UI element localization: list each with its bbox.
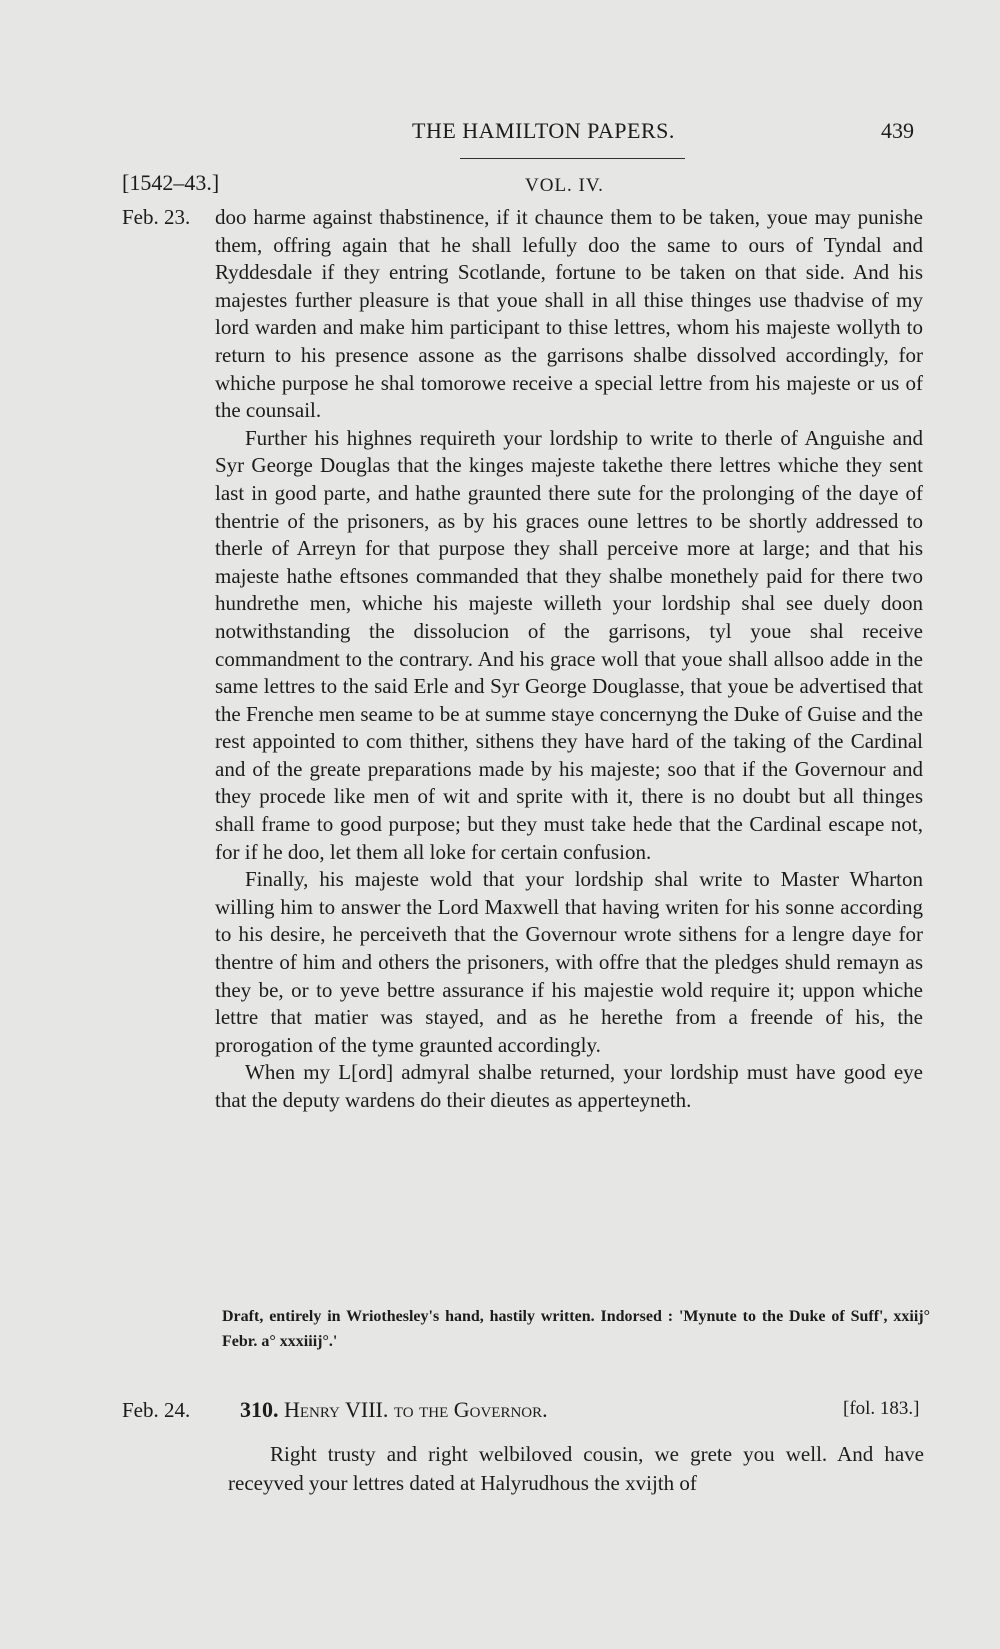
body-paragraph: When my L[ord] admyral shalbe returned, your lordship must have good eye that the deputy wardens do their dieutes as apperteyneth.	[215, 1060, 923, 1112]
entry-number: 310.	[240, 1397, 279, 1422]
entry-title: Henry VIII. to the Governor.	[284, 1397, 548, 1422]
folio-reference: [fol. 183.]	[843, 1398, 920, 1419]
body-paragraph: doo harme against thabstinence, if it chaunce them to be taken, youe may punishe them, offring again that he shall lefully doo the same to ours of Tyndal and Ryddesdale if they entring Scotlande, fortune to be taken on that side. And his majestes further pleasure is that youe shall in all thise thinges use thadvise of my lord warden and make him participant to thise lettres, whom his majeste wollyth to return to his presence assone as the garrisons shalbe dissolved accordingly, for whiche purpose he shal tomorowe receive a special lettre from his majeste or us of the counsail.	[215, 205, 923, 423]
year-range: [1542–43.]	[122, 170, 220, 195]
body-paragraph: Finally, his majeste wold that your lordship shal write to Master Wharton willing him to answer the Lord Maxwell that having writen for his sonne according to his desire, he perceiveth that the Governour wrote sithens for a lengre daye for thentre of him and others the prisoners, with offre that the pledges shuld remayn as they be, or to yeve bettre assurance if his majestie wold require it; uppon whiche lettre that matier was stayed, and as he herethe from a freende of his, the prorogation of the tyme graunted accordingly.	[215, 867, 923, 1057]
letter-paragraph: Right trusty and right welbiloved cousin, we grete you well. And have receyved your lettres dated at Halyrudhous the xvijth of	[228, 1442, 924, 1495]
page-number: 439	[881, 118, 914, 143]
header-rule	[460, 158, 685, 159]
entry-heading	[240, 1397, 548, 1423]
body-paragraph: Further his highnes requireth your lordship to write to therle of Anguishe and Syr George Douglas that the kinges majeste takethe there lettres whiche they sent last in good parte, and hathe graunted there sute for the prolonging of the daye of thentrie of the prisoners, as by his graces oune lettres to be shortly addressed to therle of Arreyn for that purpose they shall perceive more at large; and that his majeste hathe eftsones commanded that they shalbe monethely paid for there two hundrethe men, whiche his majeste willeth your lordship shal see duely doon notwithstanding the dissolucion of the garrisons, tyl youe shal receive commandment to the contrary. And his grace woll that youe shall allsoo adde in the same lettres to the said Erle and Syr George Douglasse, that youe be advertised that the Frenche men seame to be at summe staye concernyng the Duke of Guise and the rest appointed to com thither, sithens they have hard of the taking of the Cardinal and of the greate preparations made by his majeste; soo that if the Governour and they procede like men of wit and sprite with it, there is no doubt but all thinges shall frame to good purpose; but they must take hede that the Cardinal escape not, for if he doo, let them all loke for certain confusion.	[215, 425, 923, 864]
entry-date: Feb. 23.	[122, 205, 191, 229]
editorial-note: Draft, entirely in Wriothesley's hand, hastily written. Indorsed : 'Mynute to the Duke of Suff', xxiij° Febr. a° xxxiiij°.'	[222, 1308, 930, 1350]
running-head	[0, 118, 1000, 154]
running-title: THE HAMILTON PAPERS.	[412, 118, 675, 143]
letter-body	[228, 1440, 924, 1498]
volume-label: VOL. IV.	[525, 175, 604, 196]
entry-body	[215, 204, 923, 1115]
entry-date: Feb. 24.	[122, 1398, 191, 1422]
